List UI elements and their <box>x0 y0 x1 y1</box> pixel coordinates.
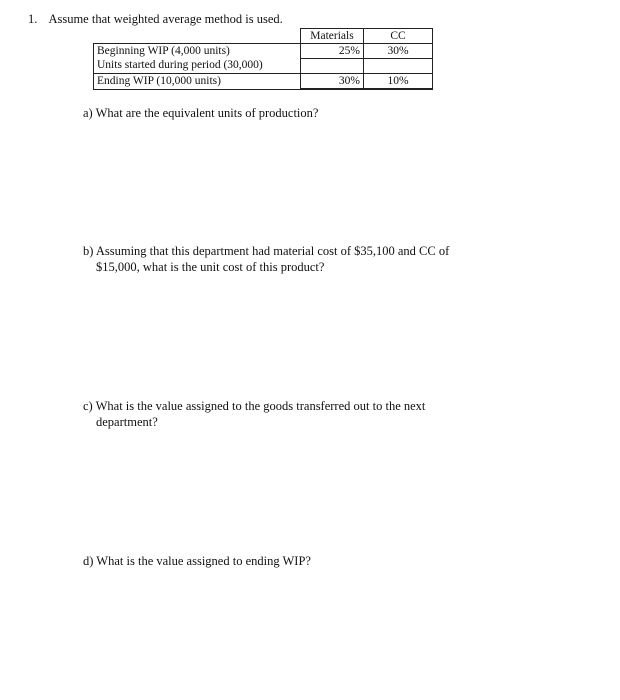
question-number: 1. <box>28 12 38 26</box>
row-beginning-wip-materials: 25% <box>301 44 364 59</box>
table-row <box>94 44 433 59</box>
row-beginning-wip-cc: 30% <box>364 44 433 59</box>
part-d-question <box>83 553 503 569</box>
part-b-line-1: b) Assuming that this department had material cost of $35,100 and CC of <box>83 244 450 258</box>
table-row <box>94 74 433 90</box>
row-units-started-cc <box>364 59 433 74</box>
part-c-line-1: c) What is the value assigned to the goods transferred out to the next <box>83 399 426 413</box>
row-label-beginning-wip: Beginning WIP (4,000 units) <box>94 44 301 59</box>
wip-table <box>93 28 433 90</box>
header-cc: CC <box>364 29 433 44</box>
row-ending-wip-materials: 30% <box>301 74 364 90</box>
part-b-line-2: $15,000, what is the unit cost of this product? <box>96 260 325 274</box>
row-label-units-started: Units started during period (30,000) <box>94 59 301 74</box>
question-heading <box>28 12 283 27</box>
row-label-ending-wip: Ending WIP (10,000 units) <box>94 74 301 90</box>
row-ending-wip-cc: 10% <box>364 74 433 90</box>
header-materials: Materials <box>301 29 364 44</box>
part-a-question <box>83 105 503 121</box>
part-a-text: a) What are the equivalent units of production? <box>83 106 319 120</box>
part-d-text: d) What is the value assigned to ending WIP? <box>83 554 311 568</box>
table-row <box>94 59 433 74</box>
part-b-question <box>83 243 503 275</box>
table-header-row <box>94 29 433 44</box>
part-c-line-2: department? <box>96 415 158 429</box>
question-text: Assume that weighted average method is used. <box>48 12 283 26</box>
row-units-started-materials <box>301 59 364 74</box>
part-c-question <box>83 398 503 430</box>
table-corner-blank <box>94 29 301 44</box>
